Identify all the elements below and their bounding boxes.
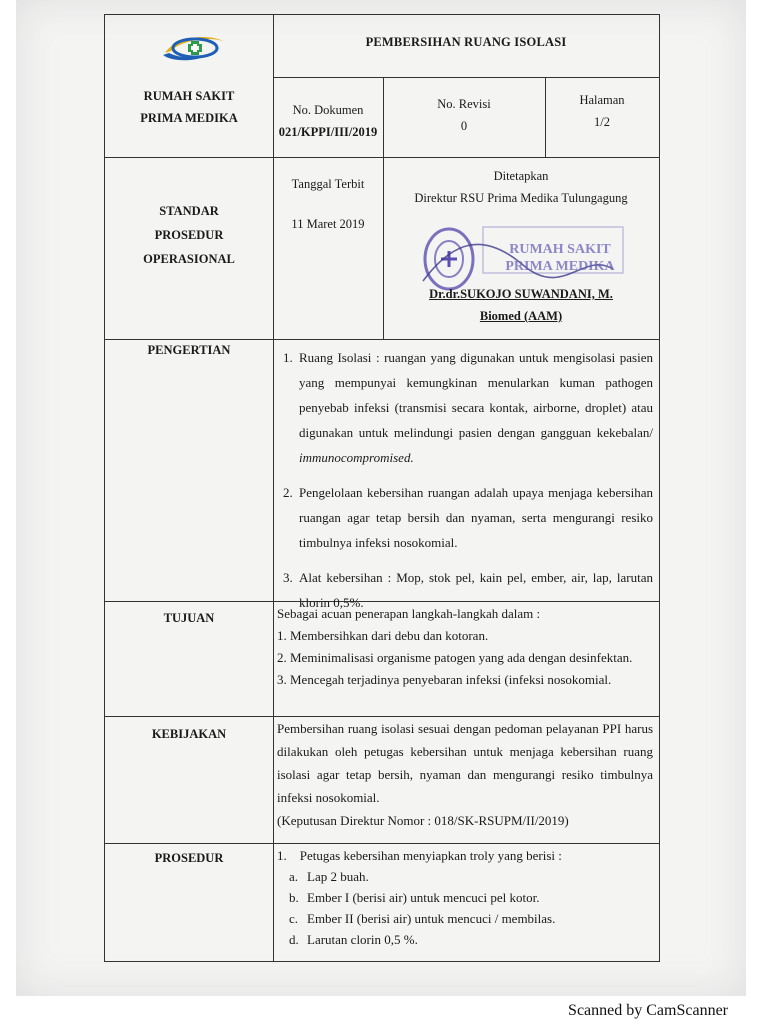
prosedur-subitem-a: a. Lap 2 buah. xyxy=(289,869,369,884)
issue-date-label: Tanggal Terbit xyxy=(291,177,365,191)
tujuan-item-1: 1. Membersihkan dari debu dan kotoran. xyxy=(277,628,489,643)
hospital-name-line1: RUMAH SAKIT xyxy=(143,89,235,103)
issue-date-value: 11 Maret 2019 xyxy=(291,217,365,232)
signatory-title: Biomed (AAM) xyxy=(479,309,563,323)
pengertian-item-3: 3. Alat kebersihan : Mop, stok pel, kain pel, ember, air, lap, larutan klorin 0,5%. xyxy=(283,570,653,610)
pengertian-item-1: 1. Ruang Isolasi : ruangan yang digunakan untuk mengisolasi pasien yang mempunyai kemungkinan menularkan kuman pathogen penyebab infeksi (transmisi secara kontak, airborne, droplet) atau digunakan untuk melindungi pasien dengan gangguan kekebalan/ immunocompromised. xyxy=(283,350,653,465)
prosedur-subitem-c: c. Ember II (berisi air) untuk mencuci / membilas. xyxy=(289,911,556,926)
approved-by: Direktur RSU Prima Medika Tulungagung xyxy=(414,191,628,205)
section-title-tujuan: TUJUAN xyxy=(163,611,215,625)
doc-number-value: 021/KPPI/III/2019 xyxy=(278,125,378,139)
camscanner-watermark: Scanned by CamScanner xyxy=(568,1002,728,1019)
revision-label: No. Revisi xyxy=(437,97,491,111)
pengertian-content xyxy=(273,345,657,625)
stamp-text: RUMAH SAKIT PRIMA MEDIKA xyxy=(505,242,615,274)
prosedur-step-1: 1. Petugas kebersihan menyiapkan troly yang berisi : xyxy=(277,848,562,863)
signatory-name: Dr.dr.SUKOJO SUWANDANI, M. xyxy=(429,287,613,301)
tujuan-item-2: 2. Meminimalisasi organisme patogen yang ada dengan desinfektan. xyxy=(277,650,633,665)
doc-number-label: No. Dokumen xyxy=(292,103,364,117)
section-title-pengertian: PENGERTIAN xyxy=(147,343,231,357)
section-title-kebijakan: KEBIJAKAN xyxy=(151,727,227,741)
prosedur-subitem-b: b. Ember I (berisi air) untuk mencuci pel kotor. xyxy=(289,890,540,905)
kebijakan-reference: (Keputusan Direktur Nomor : 018/SK-RSUPM/II/2019) xyxy=(277,813,569,828)
sop-label-line2: PROSEDUR xyxy=(154,228,224,242)
prosedur-subitem-d: d. Larutan clorin 0,5 %. xyxy=(289,932,418,947)
page-value: 1/2 xyxy=(594,115,610,129)
pengertian-item-2: 2. Pengelolaan kebersihan ruangan adalah upaya menjaga kebersihan ruangan agar tetap bersih dan nyaman, serta mengurangi resiko timbulnya infeksi nosokomial. xyxy=(283,485,653,550)
tujuan-item-3: 3. Mencegah terjadinya penyebaran infeksi (infeksi nosokomial. xyxy=(277,672,612,687)
approved-label: Ditetapkan xyxy=(493,169,549,183)
sop-document xyxy=(104,14,660,962)
section-title-prosedur: PROSEDUR xyxy=(154,851,224,865)
document-title: PEMBERSIHAN RUANG ISOLASI xyxy=(365,35,567,49)
kebijakan-text: Pembersihan ruang isolasi sesuai dengan pedoman pelayanan PPI harus dilakukan oleh petugas kebersihan untuk menjaga kebersihan ruang isolasi agar tetap bersih, nyaman dan mengurangi resiko timbulnya infeksi nosokomial. xyxy=(277,721,653,805)
page-label: Halaman xyxy=(579,93,625,107)
tujuan-intro: Sebagai acuan penerapan langkah-langkah dalam : xyxy=(277,606,541,621)
hospital-name-line2: PRIMA MEDIKA xyxy=(140,111,238,125)
hospital-logo xyxy=(159,31,229,65)
sop-label-line3: OPERASIONAL xyxy=(143,252,235,266)
sop-label-line1: STANDAR xyxy=(159,204,219,218)
revision-value: 0 xyxy=(460,119,468,133)
